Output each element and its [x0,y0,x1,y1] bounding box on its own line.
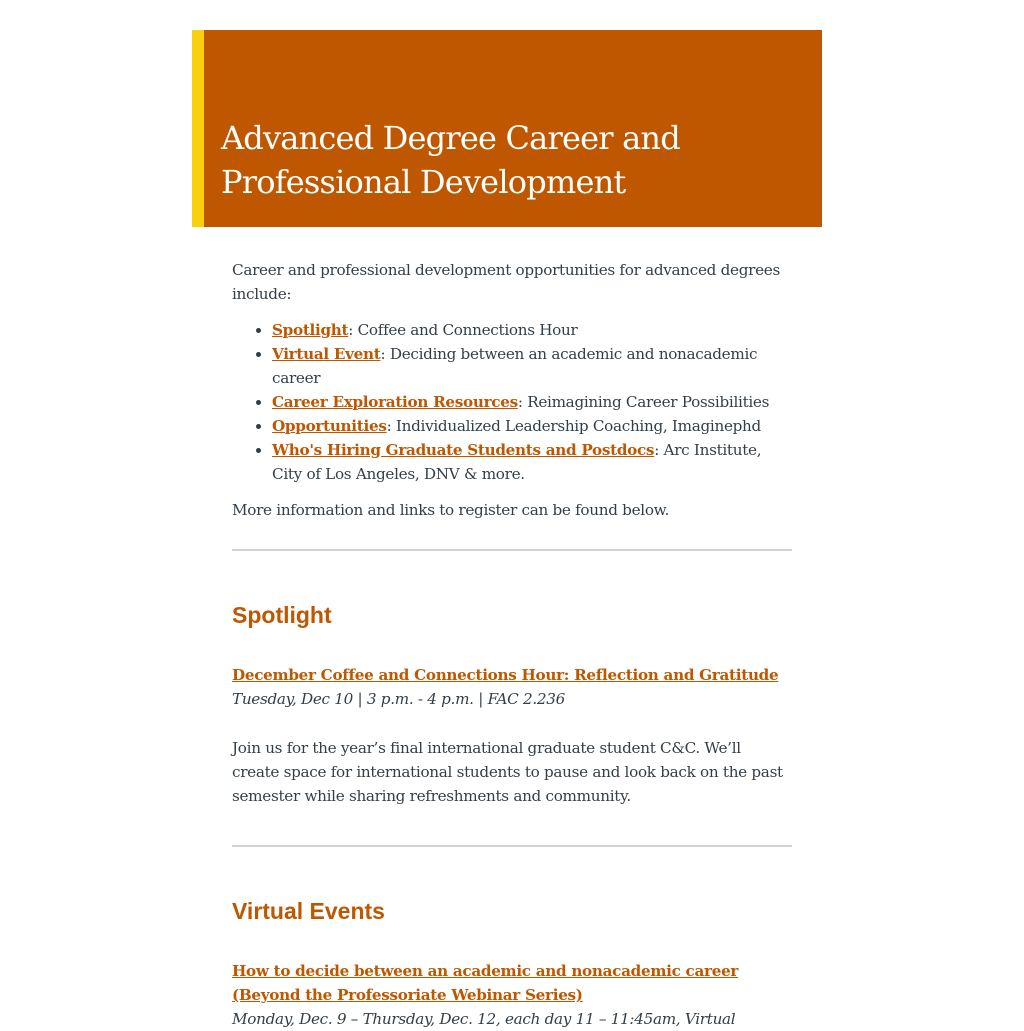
toc-item [272,390,792,414]
toc-item [272,342,792,390]
newsletter-body [232,258,792,1031]
toc-item-text: : Deciding between an academic and nonacademic career [272,345,758,387]
section-heading-spotlight: Spotlight [232,602,332,628]
spotlight-event-description: Join us for the year’s final international graduate student C&C. We’ll create space for international students to pause and look back on the past semester while sharing refreshments and community. [232,739,783,805]
banner-title: Advanced Degree Career and Professional Development [221,119,680,201]
virtual-event-link[interactable]: How to decide between an academic and nonacademic career (Beyond the Professoriate Webinar Series) [232,962,739,1004]
virtual-event-meta: Monday, Dec. 9 – Thursday, Dec. 12, each day 11 – 11:45am, Virtual [232,1010,736,1028]
toc-item [272,438,792,486]
section-divider [232,549,792,551]
toc-item-text: : Individualized Leadership Coaching, Imaginephd [386,417,761,435]
section-heading-virtual-events: Virtual Events [232,898,385,924]
toc-item-text: : Reimagining Career Possibilities [517,393,770,411]
spotlight-event-meta: Tuesday, Dec 10 | 3 p.m. - 4 p.m. | FAC 2.236 [232,690,565,708]
header-banner [192,30,822,227]
toc-item-text: : Arc Institute, City of Los Angeles, DNV & more. [272,441,762,483]
toc-link-whos-hiring[interactable]: Who's Hiring Graduate Students and Postdocs [272,441,655,459]
toc-link-career-exploration[interactable]: Career Exploration Resources [272,393,518,411]
toc-item [272,318,792,342]
spotlight-event-link[interactable]: December Coffee and Connections Hour: Reflection and Gratitude [232,666,779,684]
banner-accent-stripe [192,30,204,227]
section-divider [232,845,792,847]
toc-link-virtual-event[interactable]: Virtual Event [272,345,381,363]
toc-link-spotlight[interactable]: Spotlight [272,321,349,339]
toc-list [232,318,792,486]
toc-item [272,414,792,438]
toc-item-text: : Coffee and Connections Hour [348,321,578,339]
intro-text: Career and professional development opportunities for advanced degrees include: [232,261,780,303]
intro-footer-text: More information and links to register can be found below. [232,501,670,519]
toc-link-opportunities[interactable]: Opportunities [272,417,387,435]
